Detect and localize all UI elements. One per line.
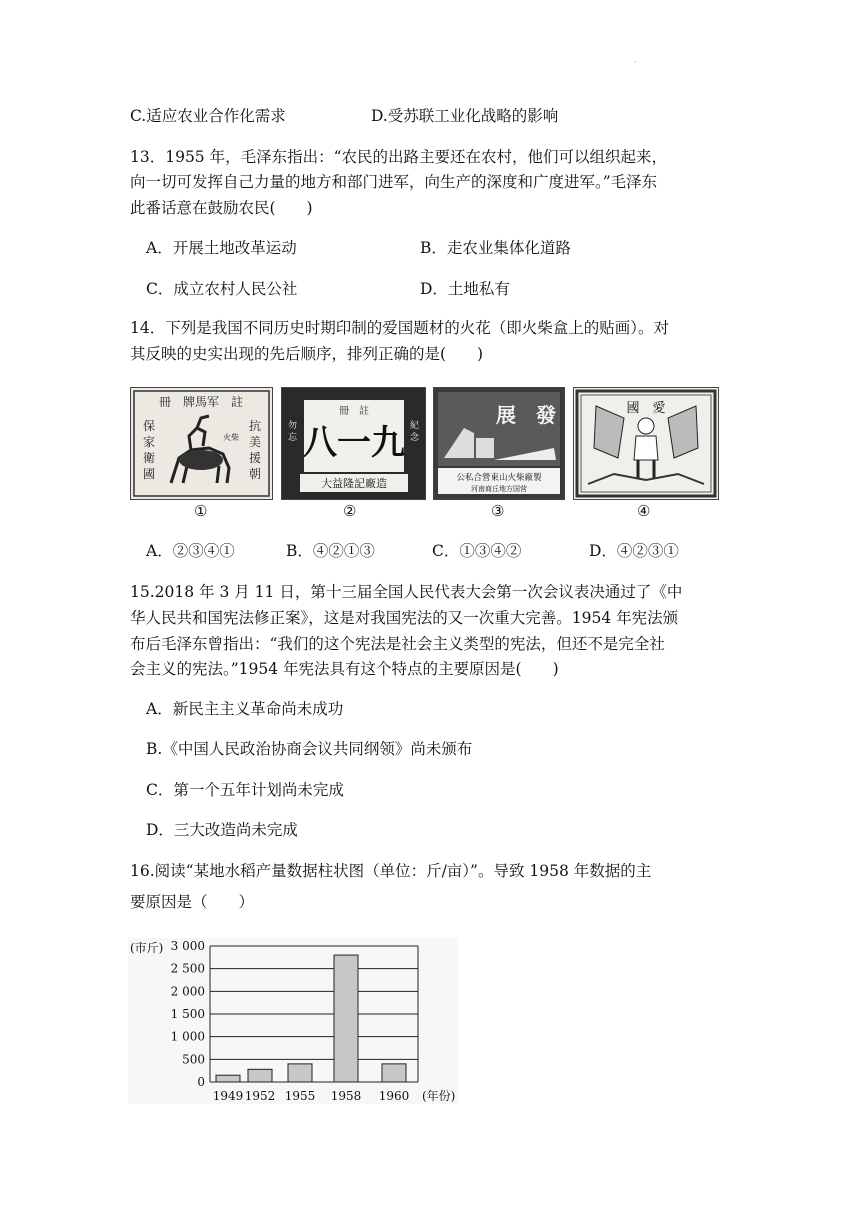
q14-option-d: D．④②③① bbox=[589, 542, 679, 560]
bar-1952 bbox=[248, 1069, 272, 1082]
x-tick-label: 1958 bbox=[330, 1089, 362, 1103]
page-dot: · bbox=[634, 58, 637, 67]
q14-option-b: B．④②①③ bbox=[286, 542, 375, 560]
q13-option-b: B．走农业集体化道路 bbox=[420, 239, 571, 257]
stamp2-bottom-text: 大益隆記廠造 bbox=[321, 477, 387, 490]
q15-option-d: D．三大改造尚未完成 bbox=[146, 821, 298, 839]
y-tick-label: 1 000 bbox=[170, 1029, 205, 1044]
stamp1-small-label: 火柴 bbox=[223, 433, 239, 442]
bar-1958 bbox=[334, 955, 358, 1082]
svg-text:抗: 抗 bbox=[249, 419, 262, 433]
x-tick-label: 1960 bbox=[378, 1089, 410, 1103]
q16-stem-line-2: 要原因是（ ） bbox=[130, 893, 255, 911]
q15-option-b: B.《中国人民政治协商会议共同纲领》尚未颁布 bbox=[146, 740, 473, 758]
svg-text:美: 美 bbox=[249, 435, 262, 449]
y-axis-label: (市斤) bbox=[130, 941, 164, 955]
svg-text:念: 念 bbox=[410, 433, 420, 443]
y-tick-label: 0 bbox=[197, 1075, 205, 1089]
y-tick-label: 1 500 bbox=[170, 1007, 205, 1021]
bar-1960 bbox=[382, 1064, 406, 1082]
x-axis-label: (年份) bbox=[422, 1089, 456, 1103]
matchbox-label-2 bbox=[281, 387, 426, 500]
y-tick-label: 2 000 bbox=[170, 984, 205, 999]
svg-text:援: 援 bbox=[249, 451, 262, 465]
q16-stem-line-1: 16.阅读“某地水稻产量数据柱状图（单位：斤/亩）”。导致 1958 年数据的主 bbox=[130, 862, 652, 880]
svg-text:家: 家 bbox=[143, 435, 156, 449]
svg-text:國: 國 bbox=[143, 467, 156, 481]
q15-stem-line-4: 会主义的宪法。”1954 年宪法具有这个特点的主要原因是( ) bbox=[130, 660, 559, 678]
svg-text:朝: 朝 bbox=[249, 467, 262, 481]
q15-stem-line-3: 布后毛泽东曾指出：“我们的这个宪法是社会主义类型的宪法，但还不是完全社 bbox=[130, 635, 665, 653]
q14-stem-line-2: 其反映的史实出现的先后顺序，排列正确的是( ) bbox=[130, 345, 484, 363]
stamp1-right-column bbox=[249, 418, 261, 481]
rice-yield-bar-chart bbox=[128, 938, 458, 1104]
stamp1-left-char-1: 保 bbox=[143, 419, 156, 433]
q13-option-d: D．土地私有 bbox=[420, 280, 510, 298]
svg-text:勿: 勿 bbox=[288, 421, 298, 431]
stamp-caption-4: ④ bbox=[637, 502, 651, 520]
stamp2-top-text: 冊 註 bbox=[339, 406, 369, 417]
q12-option-d: D.受苏联工业化战略的影响 bbox=[371, 107, 559, 125]
x-tick-label: 1949 bbox=[212, 1089, 244, 1103]
stamp1-top-text: 冊 牌馬军 註 bbox=[158, 395, 244, 409]
svg-text:紀: 紀 bbox=[410, 421, 420, 431]
q15-option-a: A．新民主主义革命尚未成功 bbox=[146, 700, 344, 718]
svg-text:忘: 忘 bbox=[288, 433, 298, 443]
q13-option-c: C．成立农村人民公社 bbox=[146, 280, 298, 298]
q15-stem-line-1: 15.2018 年 3 月 11 日，第十三届全国人民代表大会第一次会议表决通过了《中 bbox=[130, 583, 683, 601]
stamp2-big-text: 八一九 bbox=[303, 423, 405, 463]
x-tick-label: 1952 bbox=[244, 1089, 276, 1103]
matchbox-label-4 bbox=[573, 387, 719, 500]
stamp-caption-2: ② bbox=[343, 502, 357, 520]
q13-stem-line-2: 向一切可发挥自己力量的地方和部门进军，向生产的深度和广度进军。”毛泽东 bbox=[130, 173, 658, 191]
y-tick-label: 500 bbox=[182, 1052, 205, 1067]
matchbox-label-3 bbox=[433, 387, 565, 500]
matchbox-label-1 bbox=[130, 387, 273, 500]
stamp3-top-text: 展 發 bbox=[496, 403, 556, 427]
y-tick-label: 2 500 bbox=[170, 961, 205, 976]
q12-option-c: C.适应农业合作化需求 bbox=[130, 107, 286, 125]
q15-stem-line-2: 华人民共和国宪法修正案》，这是对我国宪法的又一次重大完善。1954 年宪法颁 bbox=[130, 609, 679, 627]
y-tick-label: 3 000 bbox=[170, 939, 205, 953]
stamp-caption-3: ③ bbox=[491, 502, 505, 520]
q13-stem-line-1: 13．1955 年，毛泽东指出：“农民的出路主要还在农村，他们可以组织起来， bbox=[130, 148, 668, 166]
stamp4-top-text: 國 愛 bbox=[626, 401, 666, 416]
stamp1-left-column bbox=[143, 419, 155, 481]
x-tick-label: 1955 bbox=[284, 1089, 316, 1103]
q13-option-a: A．开展土地改革运动 bbox=[146, 239, 297, 257]
stamp3-bottom-text-2: 河南商丘地方国营 bbox=[471, 485, 527, 493]
bar-1949 bbox=[216, 1075, 240, 1082]
stamp3-bottom-text: 公私合營東山火柴廠製 bbox=[456, 473, 542, 483]
q13-stem-line-3: 此番话意在鼓励农民( ) bbox=[130, 199, 313, 217]
q14-option-c: C．①③④② bbox=[432, 542, 522, 560]
bar-1955 bbox=[288, 1064, 312, 1082]
stamp-caption-1: ① bbox=[194, 502, 208, 520]
q15-option-c: C．第一个五年计划尚未完成 bbox=[146, 781, 344, 799]
q14-stem-line-1: 14．下列是我国不同历史时期印制的爱国题材的火花（即火柴盒上的贴画）。对 bbox=[130, 319, 669, 337]
q14-option-a: A．②③④① bbox=[146, 542, 235, 560]
svg-text:衛: 衛 bbox=[143, 451, 156, 465]
